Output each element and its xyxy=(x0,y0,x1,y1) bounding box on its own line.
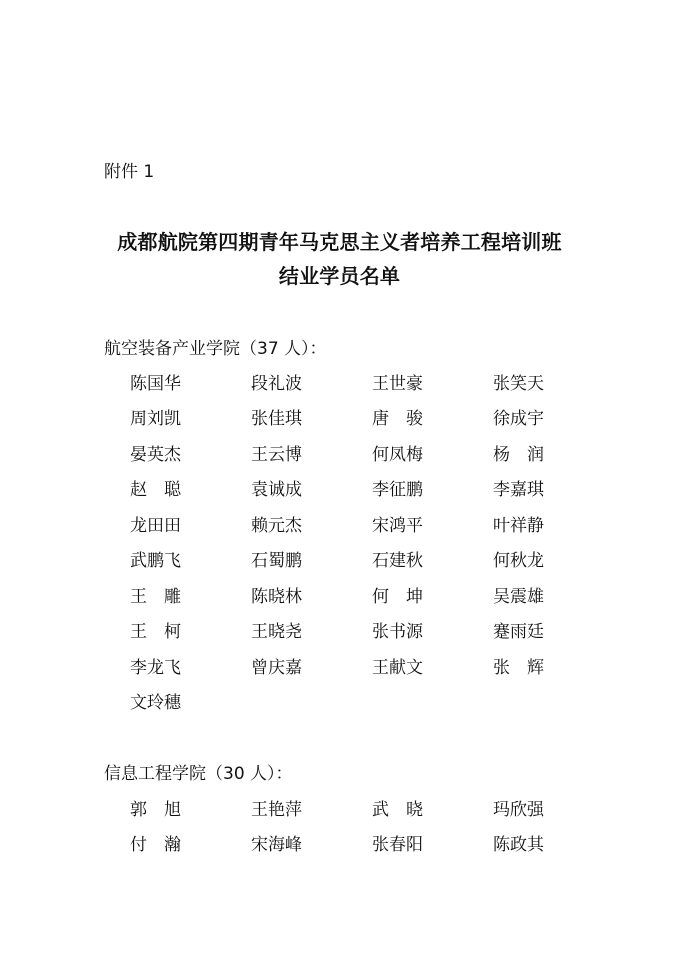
student-name: 宋鸿平 xyxy=(372,515,423,536)
student-name: 陈政其 xyxy=(493,835,544,856)
student-name: 武鹏飞 xyxy=(130,551,181,572)
student-name: 龙田田 xyxy=(130,515,181,536)
name-grid-aviation xyxy=(130,366,614,721)
student-name: 杨 润 xyxy=(493,444,544,465)
student-name: 李征鹏 xyxy=(372,480,423,501)
student-name: 王 柯 xyxy=(130,622,181,643)
student-name: 唐 骏 xyxy=(372,409,423,430)
student-name: 郭 旭 xyxy=(130,799,181,820)
student-name: 张佳琪 xyxy=(251,409,302,430)
student-name: 周刘凯 xyxy=(130,409,181,430)
student-name: 付 瀚 xyxy=(130,835,181,856)
student-name: 张笑天 xyxy=(493,373,544,394)
student-name: 袁诚成 xyxy=(251,480,302,501)
student-name: 王世豪 xyxy=(372,373,423,394)
student-name: 王云博 xyxy=(251,444,302,465)
student-name: 王晓尧 xyxy=(251,622,302,643)
student-name: 武 晓 xyxy=(372,799,423,820)
student-name: 何凤梅 xyxy=(372,444,423,465)
student-name: 赵 聪 xyxy=(130,480,181,501)
student-name: 赖元杰 xyxy=(251,515,302,536)
document-title-line-1: 成都航院第四期青年马克思主义者培养工程培训班 xyxy=(117,230,562,254)
student-name: 王艳萍 xyxy=(251,799,302,820)
student-name: 张 辉 xyxy=(493,657,544,678)
student-name: 张书源 xyxy=(372,622,423,643)
student-name: 李龙飞 xyxy=(130,657,181,678)
attachment-label: 附件 1 xyxy=(104,162,155,182)
student-name: 吴震雄 xyxy=(493,586,544,607)
student-name: 宋海峰 xyxy=(251,835,302,856)
student-name: 叶祥静 xyxy=(493,515,544,536)
student-name: 石建秋 xyxy=(372,551,423,572)
document-title-line-2: 结业学员名单 xyxy=(278,264,401,288)
student-name: 何 坤 xyxy=(372,586,423,607)
student-name: 玛欣强 xyxy=(493,799,544,820)
student-name: 徐成宇 xyxy=(493,409,544,430)
student-name: 王 雕 xyxy=(130,586,181,607)
student-name: 段礼波 xyxy=(251,373,302,394)
student-name: 晏英杰 xyxy=(130,444,181,465)
student-name: 王献文 xyxy=(372,657,423,678)
student-name: 李嘉琪 xyxy=(493,480,544,501)
student-name: 文玲穗 xyxy=(130,693,181,714)
section-heading-information: 信息工程学院（30 人）： xyxy=(104,764,293,784)
student-name: 陈晓林 xyxy=(251,586,302,607)
student-name: 张春阳 xyxy=(372,835,423,856)
student-name: 蹇雨廷 xyxy=(493,622,544,643)
student-name: 曾庆嘉 xyxy=(251,657,302,678)
student-name: 何秋龙 xyxy=(493,551,544,572)
student-name: 陈国华 xyxy=(130,373,181,394)
section-heading-aviation: 航空装备产业学院（37 人）： xyxy=(104,339,327,359)
student-name: 石蜀鹏 xyxy=(251,551,302,572)
name-grid-information xyxy=(130,792,614,863)
